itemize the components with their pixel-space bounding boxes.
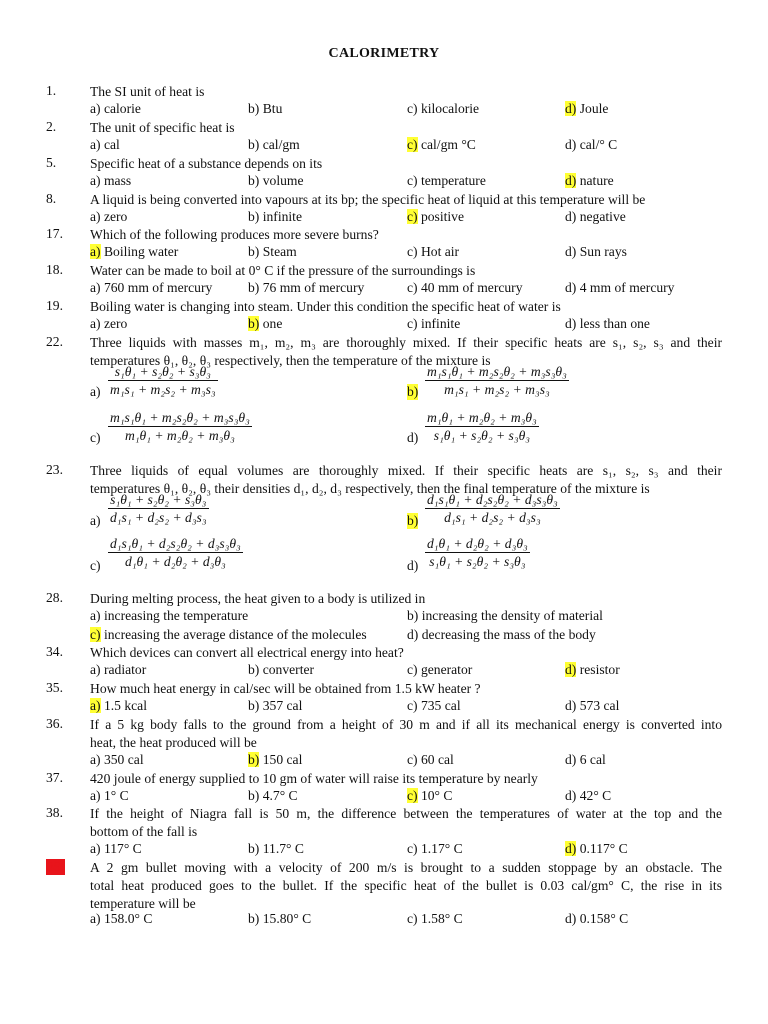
option-letter: c) [90, 627, 101, 642]
stem-line: temperature will be [90, 896, 196, 911]
option-letter: b) [248, 137, 260, 152]
option-c [407, 752, 454, 768]
option-letter: d) [565, 173, 577, 188]
option-letter: c) [407, 316, 418, 331]
question-stem [90, 716, 722, 752]
option-text: 76 mm of mercury [259, 280, 365, 295]
option-letter: b) [248, 788, 260, 803]
option-text: volume [259, 173, 304, 188]
option-c [90, 627, 367, 643]
question-stem [90, 680, 722, 698]
question-stem [90, 859, 722, 913]
option-text: 15.80° C [259, 911, 312, 926]
option-letter: a) [90, 244, 101, 259]
option-d [565, 841, 628, 857]
option-text: 42° C [576, 788, 612, 803]
option-letter: a) [90, 316, 101, 331]
option-text: cal/gm [259, 137, 300, 152]
option-text: 10° C [417, 788, 453, 803]
option-letter: d) [565, 316, 577, 331]
option-text: less than one [576, 316, 650, 331]
option-letter: c) [407, 173, 418, 188]
stem-line: If the height of Niagra fall is 50 m, the difference between the temperatures of water at the top and the [90, 806, 722, 821]
option-text: 60 cal [417, 752, 454, 767]
option-c [407, 911, 463, 927]
stem-line: Which of the following produces more severe burns? [90, 227, 379, 242]
option-letter: c) [407, 911, 418, 926]
option-letter: c) [407, 209, 418, 224]
option-letter: a) [90, 911, 101, 926]
option-letter: b) [248, 662, 260, 677]
option-text: infinite [259, 209, 302, 224]
option-text: 150 cal [259, 752, 303, 767]
question-number: 5. [46, 155, 57, 170]
option-letter: d) [565, 662, 577, 677]
option-text: 573 cal [576, 698, 620, 713]
formula-numerator: s₁θ₁ + s₂θ₂ + s₃θ₃ [114, 364, 211, 379]
option-d [565, 280, 674, 296]
question-stem [90, 191, 722, 209]
stem-line: Which devices can convert all electrical energy into heat? [90, 645, 404, 660]
option-text: 11.7° C [259, 841, 304, 856]
option-a [90, 911, 152, 927]
option-letter: b) [248, 698, 260, 713]
option-c [407, 841, 463, 857]
option-letter: a) [90, 608, 101, 623]
formula-fraction [108, 410, 252, 444]
question-number: 39. [47, 859, 64, 874]
option-a [90, 137, 120, 153]
option-text: positive [417, 209, 465, 224]
formula-fraction [425, 492, 560, 526]
option-text: 4.7° C [259, 788, 298, 803]
formula-fraction [425, 536, 530, 570]
option-letter: c) [407, 752, 418, 767]
option-d [565, 698, 619, 714]
option-a [90, 841, 142, 857]
formula-numerator: m₁s₁θ₁ + m₂s₂θ₂ + m₃s₃θ₃ [427, 364, 567, 379]
option-text: cal [100, 137, 120, 152]
formula-denominator: m₁s₁ + m₂s₂ + m₃s₃ [110, 382, 216, 397]
option-b [248, 841, 304, 857]
option-b [407, 608, 603, 624]
option-a [90, 752, 144, 768]
option-text: Steam [259, 244, 297, 259]
question-number: 2. [46, 119, 57, 134]
option-letter: b) [248, 911, 260, 926]
option-text: 1° C [100, 788, 129, 803]
option-a [90, 662, 146, 678]
option-text: 0.158° C [576, 911, 629, 926]
formula-fraction [108, 364, 218, 398]
option-letter: c) [407, 280, 418, 295]
formula-label: b) [407, 384, 419, 399]
formula-denominator: d₁s₁ + d₂s₂ + d₃s₃ [110, 510, 207, 525]
option-c [407, 662, 472, 678]
formula-label: a) [90, 384, 101, 399]
formula-denominator: m₁s₁ + m₂s₂ + m₃s₃ [425, 380, 569, 398]
option-text: Hot air [417, 244, 460, 259]
option-letter: b) [407, 608, 419, 623]
question-number: 17. [46, 226, 63, 241]
option-b [248, 316, 282, 332]
question-number: 35. [46, 680, 63, 695]
option-a [90, 280, 212, 296]
option-text: 4 mm of mercury [576, 280, 675, 295]
option-text: negative [576, 209, 626, 224]
stem-line: Boiling water is changing into steam. Under this condition the specific heat of water is [90, 299, 561, 314]
option-a [90, 788, 129, 804]
formula-fraction [108, 536, 243, 570]
option-d [565, 788, 611, 804]
option-letter: d) [565, 209, 577, 224]
option-b [248, 911, 311, 927]
option-letter: d) [565, 841, 577, 856]
formula-numerator: s₁θ₁ + s₂θ₂ + s₃θ₃ [110, 492, 207, 507]
option-letter: d) [565, 698, 577, 713]
option-text: cal/gm °C [417, 137, 476, 152]
option-text: Joule [576, 101, 609, 116]
option-letter: a) [90, 788, 101, 803]
stem-line: How much heat energy in cal/sec will be obtained from 1.5 kW heater ? [90, 681, 481, 696]
option-letter: b) [248, 316, 260, 331]
option-text: nature [576, 173, 614, 188]
formula-label: d) [407, 430, 419, 445]
option-d [565, 316, 650, 332]
option-text: 1.17° C [417, 841, 463, 856]
stem-line: Three liquids of equal volumes are thoroughly mixed. If their specific heats are s₁, s₂, s₃ and their [90, 463, 722, 478]
option-d [565, 209, 626, 225]
question-number: 19. [46, 298, 63, 313]
stem-line: total heat produced goes to the bullet. If the specific heat of the bullet is 0.03 cal/gm° C, the rise in its [90, 878, 722, 893]
option-text: 40 mm of mercury [417, 280, 523, 295]
option-d [565, 752, 606, 768]
formula-label: d) [407, 558, 419, 573]
option-letter: a) [90, 662, 101, 677]
option-text: generator [417, 662, 473, 677]
question-stem [90, 262, 722, 280]
stem-line: During melting process, the heat given to a body is utilized in [90, 591, 426, 606]
option-text: 357 cal [259, 698, 303, 713]
option-letter: a) [90, 280, 101, 295]
formula-numerator: d₁s₁θ₁ + d₂s₂θ₂ + d₃s₃θ₃ [110, 536, 241, 551]
formula-denominator: s₁θ₁ + s₂θ₂ + s₃θ₃ [425, 552, 530, 570]
stem-line: 420 joule of energy supplied to 10 gm of water will raise its temperature by nearly [90, 771, 538, 786]
question-stem [90, 805, 722, 841]
option-c [407, 137, 476, 153]
option-letter: c) [407, 662, 418, 677]
option-text: increasing the temperature [100, 608, 249, 623]
option-letter: a) [90, 137, 101, 152]
option-b [248, 101, 282, 117]
option-text: 350 cal [100, 752, 144, 767]
option-text: 6 cal [576, 752, 606, 767]
option-text: 1.5 kcal [100, 698, 147, 713]
option-letter: c) [407, 698, 418, 713]
stem-line: The unit of specific heat is [90, 120, 235, 135]
question-stem [90, 155, 722, 173]
formula-denominator: s₁θ₁ + s₂θ₂ + s₃θ₃ [425, 426, 539, 444]
option-text: decreasing the mass of the body [418, 627, 596, 642]
stem-line: A 2 gm bullet moving with a velocity of 200 m/s is brought to a sudden stoppage by an obstacle. The [90, 860, 722, 875]
option-b [248, 788, 298, 804]
formula-fraction [108, 492, 209, 526]
option-c [407, 209, 464, 225]
option-b [248, 173, 304, 189]
stem-line: temperatures θ₁, θ₂, θ₃ their densities d₁, d₂, d₃ respectively, then the final temperature of the mixture is [90, 481, 650, 496]
question-stem [90, 770, 722, 788]
stem-line: Three liquids with masses m₁, m₂, m₃ are thoroughly mixed. If their specific heats are s₁, s₂, s₃ and their [90, 335, 722, 350]
option-c [407, 316, 460, 332]
option-c [407, 101, 479, 117]
question-stem [90, 119, 722, 137]
option-c [407, 788, 452, 804]
option-b [248, 662, 314, 678]
question-stem [90, 590, 722, 608]
question-number: 23. [46, 462, 63, 477]
stem-line: Specific heat of a substance depends on its [90, 156, 323, 171]
stem-line: temperatures θ₁, θ₂, θ₃ respectively, then the temperature of the mixture is [90, 353, 491, 368]
question-number: 34. [46, 644, 63, 659]
option-letter: b) [248, 841, 260, 856]
question-number: 38. [46, 805, 63, 820]
option-text: increasing the average distance of the molecules [100, 627, 367, 642]
option-b [248, 137, 300, 153]
option-letter: d) [565, 137, 577, 152]
option-text: 117° C [100, 841, 142, 856]
option-text: Btu [259, 101, 283, 116]
option-text: 1.58° C [417, 911, 463, 926]
formula-label: a) [90, 513, 101, 528]
option-text: cal/° C [576, 137, 618, 152]
option-d [565, 101, 608, 117]
option-text: calorie [100, 101, 141, 116]
option-a [90, 173, 131, 189]
formula-numerator: d₁s₁θ₁ + d₂s₂θ₂ + d₃s₃θ₃ [427, 492, 558, 507]
question-number: 28. [46, 590, 63, 605]
formula-fraction [425, 364, 569, 398]
question-stem [90, 298, 722, 316]
option-text: 760 mm of mercury [100, 280, 213, 295]
option-letter: c) [407, 788, 418, 803]
formula-label: c) [90, 430, 101, 445]
option-text: radiator [100, 662, 147, 677]
option-c [407, 280, 523, 296]
option-a [90, 698, 147, 714]
option-d [407, 627, 596, 643]
stem-line: The SI unit of heat is [90, 84, 205, 99]
option-letter: d) [407, 627, 419, 642]
option-c [407, 698, 461, 714]
option-text: 158.0° C [100, 911, 153, 926]
formula-label: b) [407, 513, 419, 528]
question-number: 18. [46, 262, 63, 277]
option-a [90, 608, 248, 624]
option-c [407, 173, 486, 189]
option-letter: d) [565, 788, 577, 803]
option-text: resistor [576, 662, 620, 677]
stem-line: Water can be made to boil at 0° C if the pressure of the surroundings is [90, 263, 476, 278]
formula-label: c) [90, 558, 101, 573]
option-text: converter [259, 662, 315, 677]
option-text: 0.117° C [576, 841, 628, 856]
stem-line: If a 5 kg body falls to the ground from a height of 30 m and if all its mechanical energy is converted into [90, 717, 722, 732]
formula-denominator: d₁s₁ + d₂s₂ + d₃s₃ [425, 508, 560, 526]
option-letter: d) [565, 101, 577, 116]
option-a [90, 209, 127, 225]
option-letter: d) [565, 752, 577, 767]
option-text: one [259, 316, 283, 331]
option-text: kilocalorie [417, 101, 480, 116]
stem-line: bottom of the fall is [90, 824, 198, 839]
option-text: 735 cal [417, 698, 461, 713]
option-text: zero [100, 209, 128, 224]
option-b [248, 752, 302, 768]
question-number: 8. [46, 191, 57, 206]
option-d [565, 662, 620, 678]
option-letter: a) [90, 173, 101, 188]
option-letter: d) [565, 911, 577, 926]
option-letter: b) [248, 244, 260, 259]
option-d [565, 137, 617, 153]
option-letter: c) [407, 137, 418, 152]
formula-denominator: m₁θ₁ + m₂θ₂ + m₃θ₃ [108, 426, 252, 444]
question-number: 1. [46, 83, 57, 98]
option-letter: b) [248, 752, 260, 767]
stem-line: heat, the heat produced will be [90, 735, 257, 750]
option-b [248, 209, 302, 225]
option-letter: d) [565, 244, 577, 259]
option-letter: a) [90, 209, 101, 224]
formula-numerator: m₁s₁θ₁ + m₂s₂θ₂ + m₃s₃θ₃ [110, 410, 250, 425]
option-text: zero [100, 316, 128, 331]
option-letter: a) [90, 752, 101, 767]
option-a [90, 316, 127, 332]
question-number: 36. [46, 716, 63, 731]
option-b [248, 698, 302, 714]
option-letter: b) [248, 173, 260, 188]
option-letter: d) [565, 280, 577, 295]
option-text: infinite [417, 316, 461, 331]
question-stem [90, 644, 722, 662]
question-number: 22. [46, 334, 63, 349]
option-letter: b) [248, 101, 260, 116]
option-d [565, 173, 614, 189]
option-a [90, 244, 178, 260]
formula-numerator: m₁θ₁ + m₂θ₂ + m₃θ₃ [427, 410, 537, 425]
option-letter: c) [407, 841, 418, 856]
page-title: CALORIMETRY [328, 46, 440, 61]
question-stem [90, 226, 722, 244]
option-d [565, 911, 628, 927]
option-text: Boiling water [100, 244, 179, 259]
stem-line: A liquid is being converted into vapours at its bp; the specific heat of liquid at this temperature will be [90, 192, 646, 207]
option-b [248, 280, 364, 296]
option-letter: b) [248, 280, 260, 295]
formula-numerator: d₁θ₁ + d₂θ₂ + d₃θ₃ [427, 536, 528, 551]
option-text: increasing the density of material [418, 608, 603, 623]
option-text: Sun rays [576, 244, 627, 259]
option-letter: c) [407, 244, 418, 259]
option-letter: a) [90, 841, 101, 856]
option-letter: c) [407, 101, 418, 116]
formula-fraction [425, 410, 539, 444]
option-b [248, 244, 297, 260]
option-letter: a) [90, 698, 101, 713]
question-stem [90, 83, 722, 101]
option-text: temperature [417, 173, 486, 188]
option-d [565, 244, 627, 260]
option-c [407, 244, 459, 260]
formula-denominator: d₁θ₁ + d₂θ₂ + d₃θ₃ [108, 552, 243, 570]
question-number: 37. [46, 770, 63, 785]
option-text: mass [100, 173, 132, 188]
option-a [90, 101, 141, 117]
option-letter: a) [90, 101, 101, 116]
option-letter: b) [248, 209, 260, 224]
